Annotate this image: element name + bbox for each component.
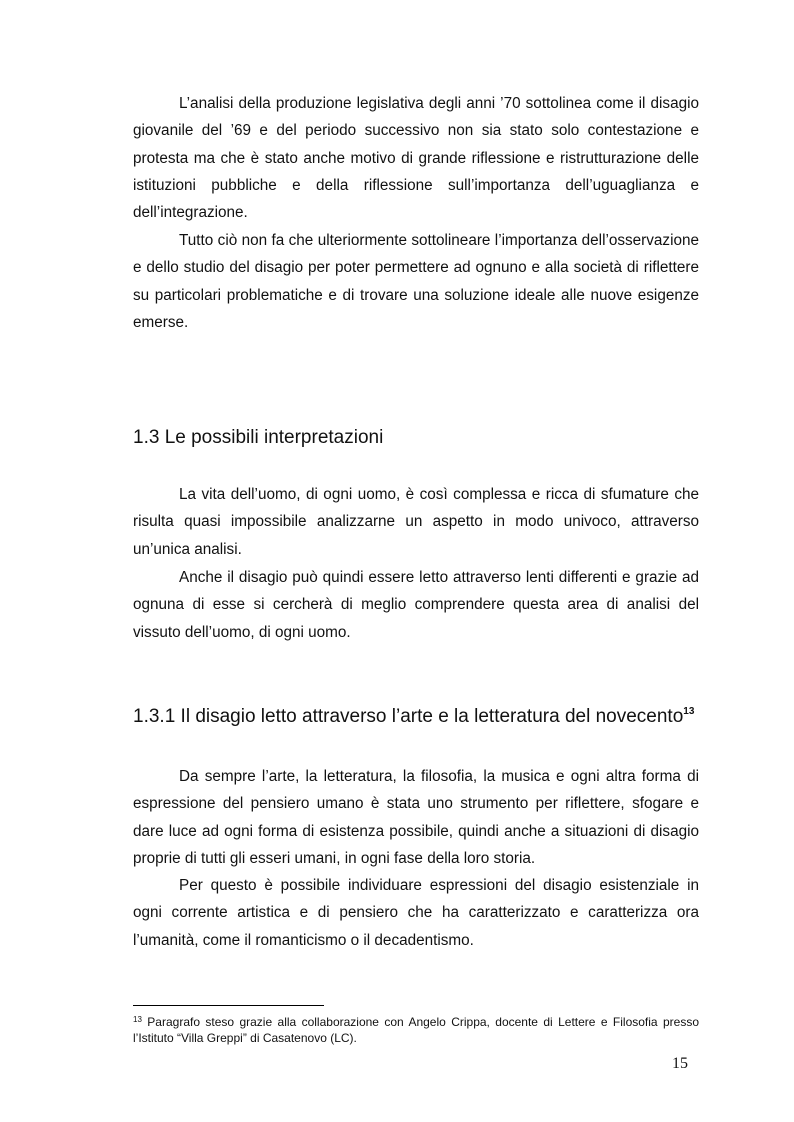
section-heading-1-3-1 bbox=[133, 705, 694, 729]
paragraph-observation: Tutto ciò non fa che ulteriormente sottolineare l’importanza dell’osservazione e dello studio del disagio per poter permettere ad ognuno e alla società di riflettere su particolari problematiche e di trovare una soluzione ideale alle nuove esigenze emerse. bbox=[133, 232, 699, 331]
footnote-text: Paragrafo steso grazie alla collaborazione con Angelo Crippa, docente di Lettere e Filosofia presso l’Istituto “Villa Greppi” di Casatenovo (LC). bbox=[133, 1015, 699, 1045]
page-number: 15 bbox=[672, 1055, 688, 1072]
footnote-number: 13 bbox=[133, 1015, 142, 1024]
footnote-reference[interactable]: 13 bbox=[683, 706, 695, 717]
paragraph-art-expression: Da sempre l’arte, la letteratura, la filosofia, la musica e ogni altra forma di espressione del pensiero umano è stata uno strumento per riflettere, sfogare e dare luce ad ogni forma di esistenza possibile, quindi anche a situazioni di disagio proprie di tutti gli esseri umani, in ogni fase della loro storia. bbox=[133, 768, 699, 867]
footnote bbox=[133, 1014, 699, 1046]
paragraph-human-life: La vita dell’uomo, di ogni uomo, è così complessa e ricca di sfumature che risulta quasi impossibile analizzarne un aspetto in modo univoco, attraverso un’unica analisi. bbox=[133, 486, 699, 558]
section-heading-1-3: 1.3 Le possibili interpretazioni bbox=[133, 427, 384, 448]
paragraph-currents: Per questo è possibile individuare espressioni del disagio esistenziale in ogni corrente artistica e di pensiero che ha caratterizzato e caratterizza ora l’umanità, come il romanticismo o il decadentismo. bbox=[133, 877, 699, 949]
footnote-divider bbox=[133, 1005, 324, 1006]
section-heading-1-3-1-text: 1.3.1 Il disagio letto attraverso l’arte e la letteratura del novecento bbox=[133, 706, 684, 727]
paragraph-legislation: L’analisi della produzione legislativa degli anni ’70 sottolinea come il disagio giovanile del ’69 e del periodo successivo non sia stato solo contestazione e protesta ma che è stato anche motivo di grande riflessione e ristrutturazione delle istituzioni pubbliche e della riflessione sull’importanza dell’uguaglianza e dell’integrazione. bbox=[133, 95, 699, 222]
paragraph-lenses: Anche il disagio può quindi essere letto attraverso lenti differenti e grazie ad ognuna di esse si cercherà di meglio comprendere questa area di analisi del vissuto dell’uomo, di ogni uomo. bbox=[133, 569, 699, 641]
